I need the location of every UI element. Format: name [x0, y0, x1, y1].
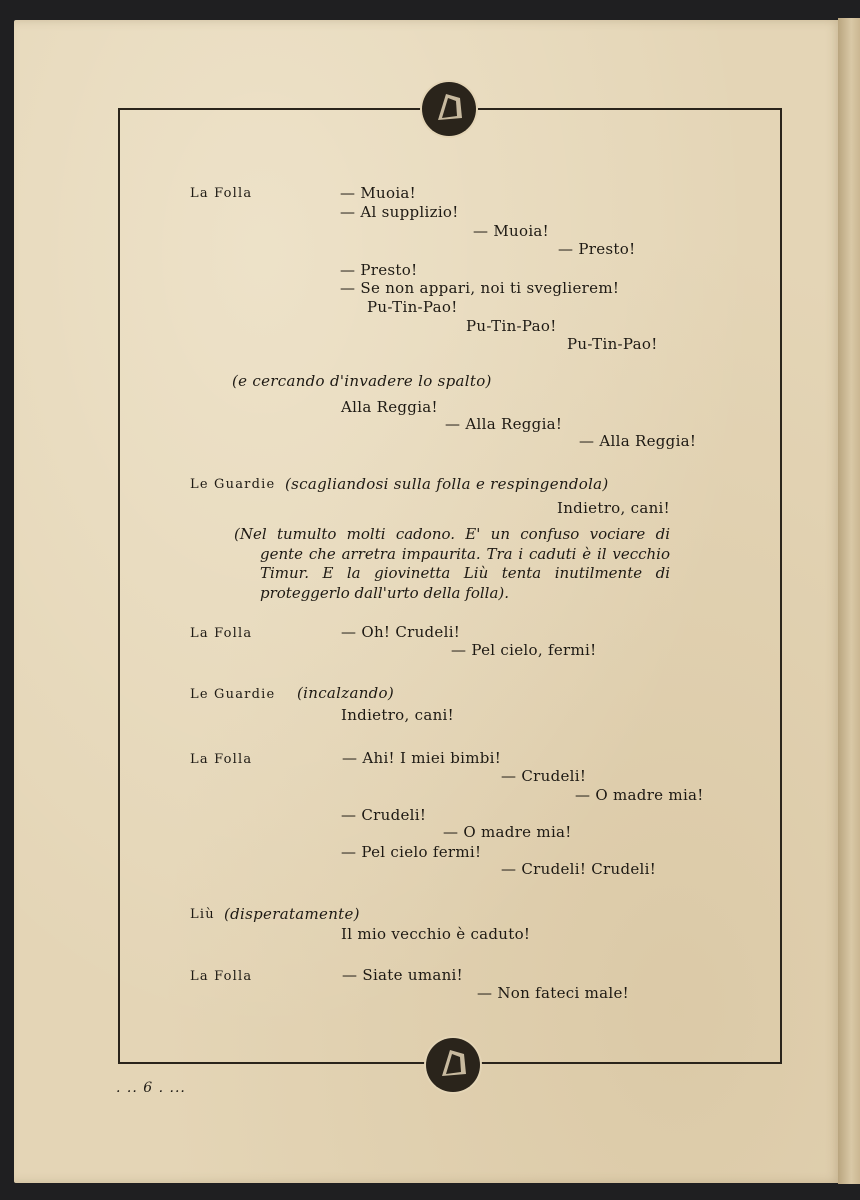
stage-direction: (disperatamente)	[224, 905, 360, 923]
line: Pu-Tin-Pao!	[567, 335, 658, 353]
cetra-logo-top	[420, 80, 478, 138]
speaker-la-folla: La Folla	[190, 626, 253, 641]
cetra-logo-icon	[420, 80, 478, 138]
speaker-le-guardie: Le Guardie	[190, 687, 276, 702]
line: — Pel cielo fermi!	[341, 843, 482, 861]
line: — Al supplizio!	[340, 203, 459, 221]
speaker-la-folla: La Folla	[190, 969, 253, 984]
line: Indietro, cani!	[341, 706, 454, 724]
line: — Siate umani!	[342, 966, 463, 984]
line: — Oh! Crudeli!	[341, 623, 461, 641]
line: — Crudeli!	[501, 767, 587, 785]
line: Indietro, cani!	[557, 499, 670, 517]
stage-direction: (e cercando d'invadere lo spalto)	[232, 372, 492, 390]
line: — Presto!	[558, 240, 636, 258]
line: — Se non appari, noi ti sveglierem!	[340, 279, 620, 297]
page-number: . .. 6 . ...	[116, 1080, 186, 1096]
line: — Muoia!	[340, 184, 416, 202]
cetra-logo-icon	[424, 1036, 482, 1094]
line: Il mio vecchio è caduto!	[341, 925, 531, 943]
line: — O madre mia!	[443, 823, 572, 841]
line: — Crudeli! Crudeli!	[501, 860, 657, 878]
line: — Ahi! I miei bimbi!	[342, 749, 502, 767]
speaker-liu: Liù	[190, 907, 215, 922]
line: — Presto!	[340, 261, 418, 279]
stage-direction-paragraph	[234, 525, 670, 603]
line: Pu-Tin-Pao!	[367, 298, 458, 316]
line: — Alla Reggia!	[445, 415, 563, 433]
speaker-le-guardie: Le Guardie	[190, 477, 276, 492]
line: Pu-Tin-Pao!	[466, 317, 557, 335]
cetra-logo-bottom	[424, 1036, 482, 1094]
stage-direction-text: (Nel tumulto molti cadono. E' un confuso vociare di gente che arretra impaurita. Tra i caduti è il vecchio Timur. E la giovinetta Liù tenta inutilmente di proteggerlo dall'urto della folla).	[234, 525, 670, 602]
line: — O madre mia!	[575, 786, 704, 804]
stage-direction: (scagliandosi sulla folla e respingendola)	[285, 475, 609, 493]
line: — Pel cielo, fermi!	[451, 641, 597, 659]
line: — Muoia!	[473, 222, 549, 240]
line: — Crudeli!	[341, 806, 427, 824]
speaker-la-folla: La Folla	[190, 186, 253, 201]
speaker-la-folla: La Folla	[190, 752, 253, 767]
line: Alla Reggia!	[341, 398, 438, 416]
adjacent-page-edge	[838, 18, 860, 1184]
line: — Non fateci male!	[477, 984, 629, 1002]
stage-direction: (incalzando)	[297, 684, 395, 702]
line: — Alla Reggia!	[579, 432, 697, 450]
